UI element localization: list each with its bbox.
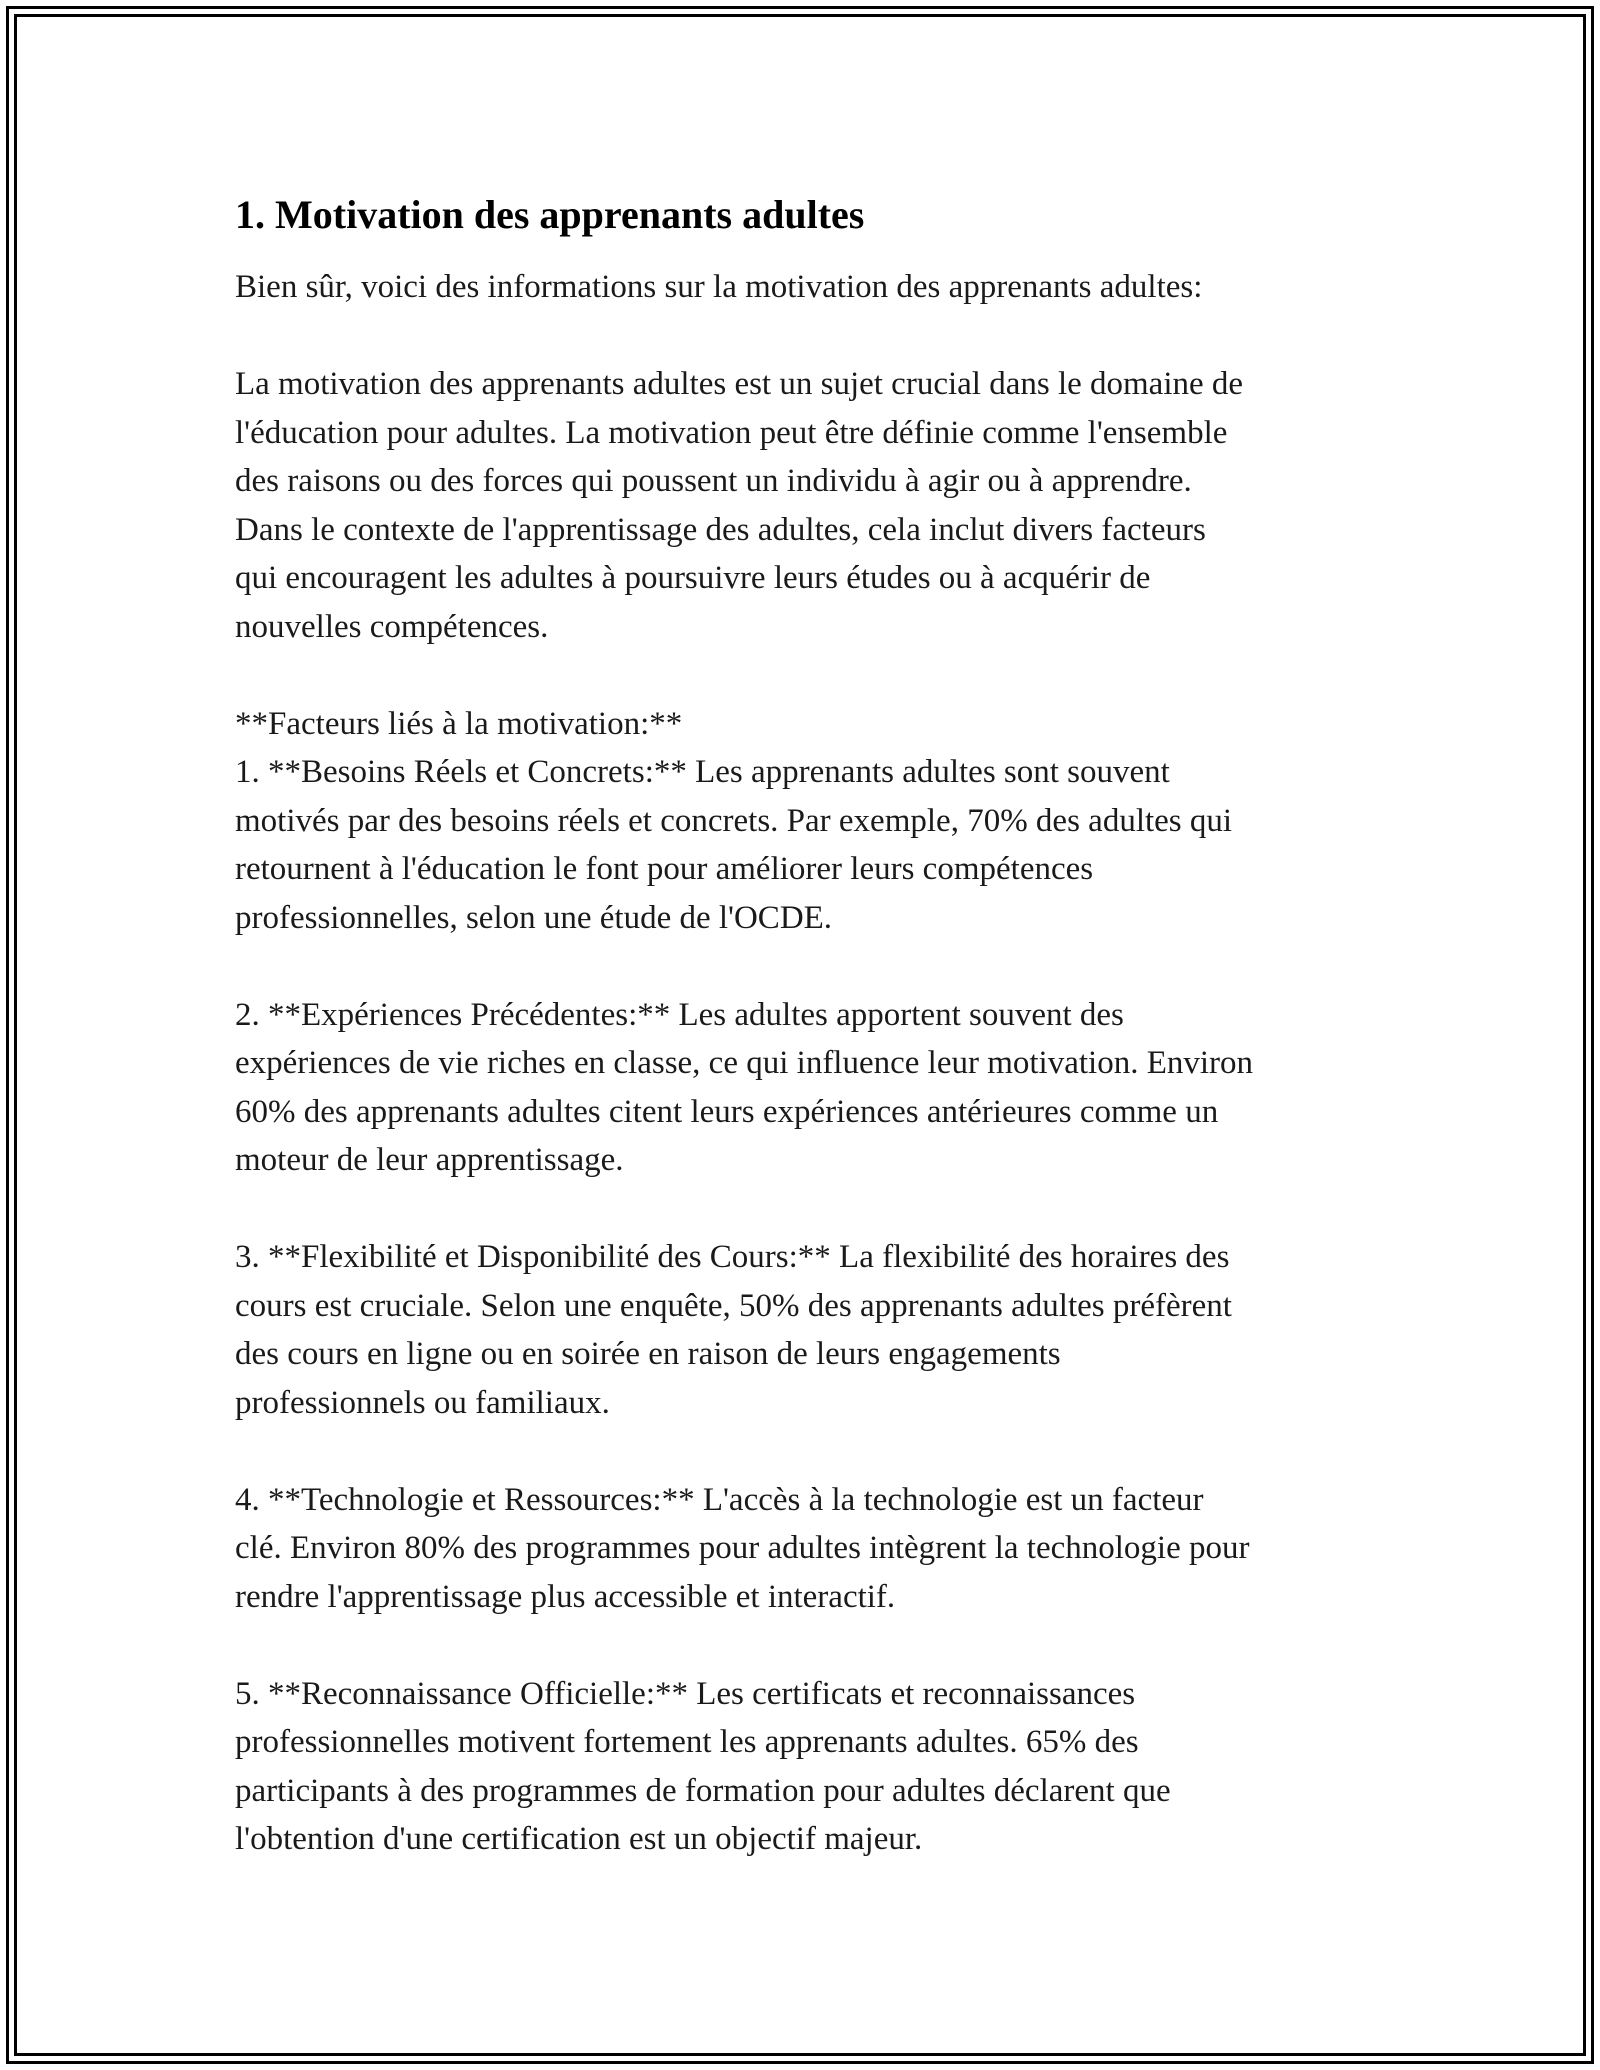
document-body	[235, 185, 1375, 1864]
factor-item-4: 4. **Technologie et Ressources:** L'accès à la technologie est un facteur clé. Environ 80% des programmes pour adultes intègrent la technologie pour rendre l'apprentissage plus accessible et interactif.	[235, 1481, 1250, 1615]
intro-paragraph: Bien sûr, voici des informations sur la motivation des apprenants adultes:	[235, 269, 1203, 305]
document-title: 1. Motivation des apprenants adultes	[235, 192, 865, 237]
factor-item-5: 5. **Reconnaissance Officielle:** Les certificats et reconnaissances professionnelles motivent fortement les apprenants adultes. 65% des participants à des programmes de formation pour adultes déclarent que l'obtention d'une certification est un objectif majeur.	[235, 1675, 1171, 1857]
factors-heading: **Facteurs liés à la motivation:**	[235, 705, 683, 742]
factor-item-1: 1. **Besoins Réels et Concrets:** Les apprenants adultes sont souvent motivés par des besoins réels et concrets. Par exemple, 70% des adultes qui retournent à l'éducation le font pour améliorer leurs compétences professionnelles, selon une étude de l'OCDE.	[235, 754, 1233, 936]
factor-item-2: 2. **Expériences Précédentes:** Les adultes apportent souvent des expériences de vie riches en classe, ce qui influence leur motivation. Environ 60% des apprenants adultes citent leurs expériences antérieures comme un moteur de leur apprentissage.	[235, 996, 1254, 1178]
factor-item-3: 3. **Flexibilité et Disponibilité des Cours:** La flexibilité des horaires des cours est cruciale. Selon une enquête, 50% des apprenants adultes préfèrent des cours en ligne ou en soirée en raison de leurs engagements professionnels ou familiaux.	[235, 1239, 1232, 1421]
overview-paragraph: La motivation des apprenants adultes est un sujet crucial dans le domaine de l'éducation pour adultes. La motivation peut être définie comme l'ensemble des raisons ou des forces qui poussent un individu à agir ou à apprendre. Dans le contexte de l'apprentissage des adultes, cela inclut divers facteurs qui encouragent les adultes à poursuivre leurs études ou à acquérir de nouvelles compétences.	[235, 366, 1244, 645]
